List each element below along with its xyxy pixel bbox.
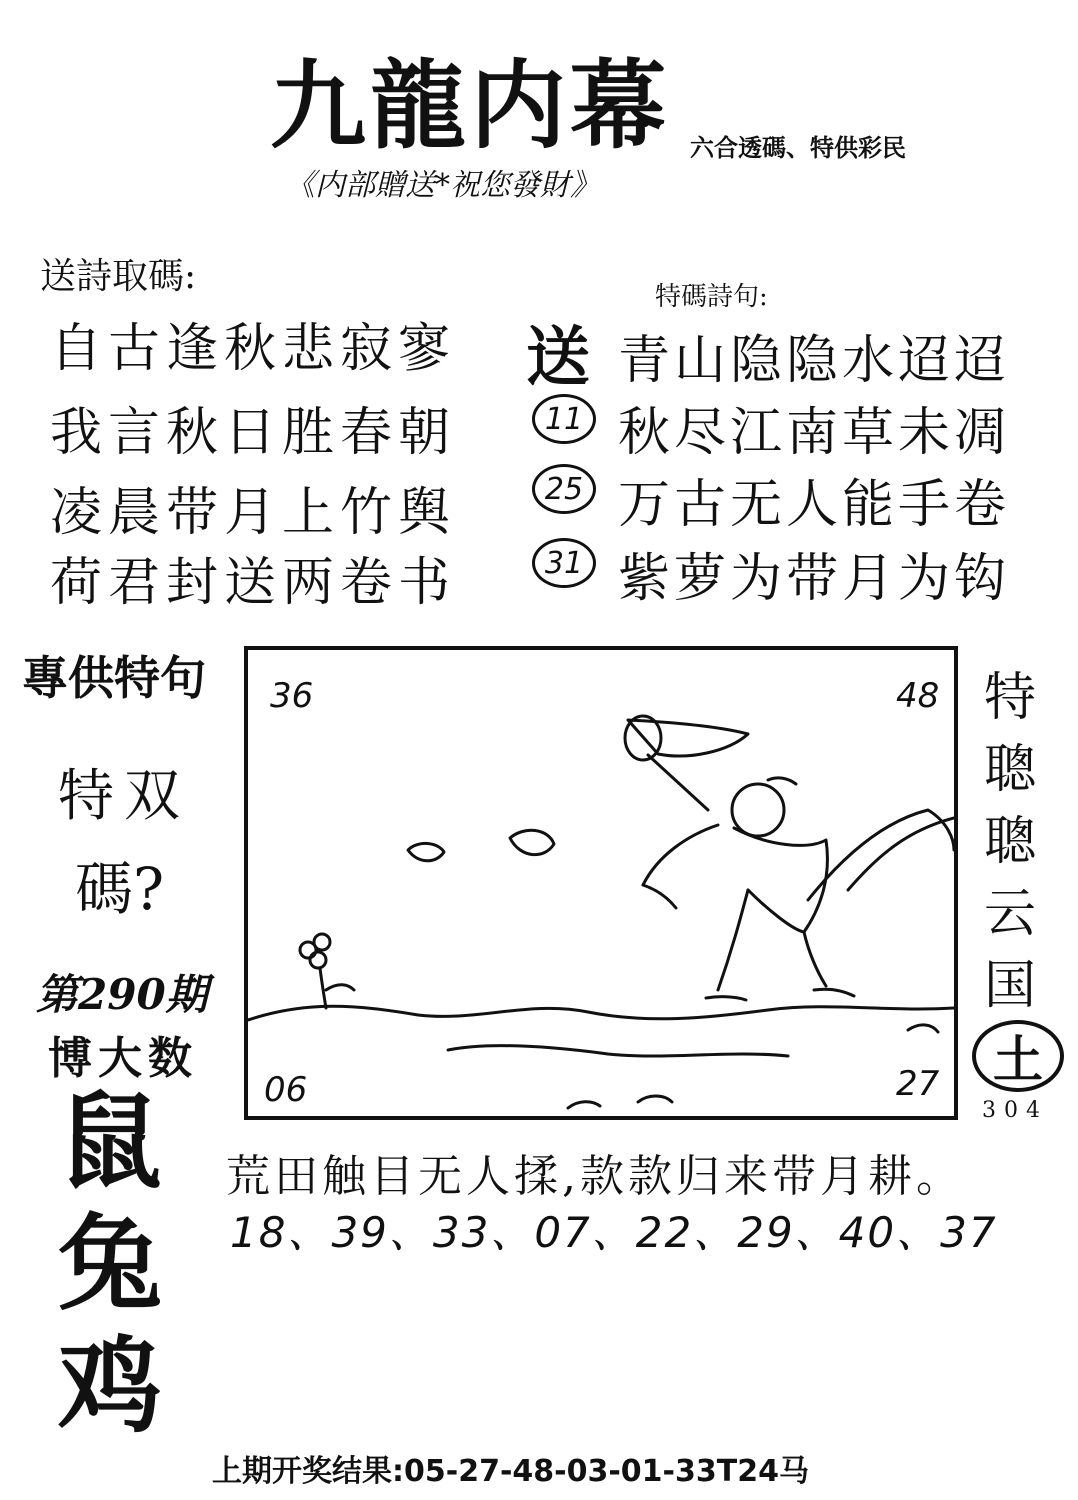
vertical-char: 聰	[983, 812, 1036, 872]
circled-number: 11	[532, 394, 596, 444]
gift-character: 送	[526, 320, 590, 395]
element-badge: 土	[972, 1020, 1064, 1092]
verse-line: 荒田触目无人揉,款款归来带月耕。	[226, 1151, 964, 1202]
tagline: 六合透碼、特供彩民	[690, 134, 906, 162]
circled-number: 25	[532, 464, 596, 514]
illustration-frame	[244, 646, 958, 1120]
poem-line: 我言秋日胜春朝	[50, 403, 457, 463]
issue-number: 第290期	[36, 970, 208, 1019]
number-list: 18、39、33、07、22、29、40、37	[230, 1208, 998, 1257]
zodiac-animal: 鼠	[58, 1080, 163, 1203]
hint-line: 万古无人能手卷	[618, 475, 1011, 535]
vertical-char: 特	[983, 668, 1036, 728]
special-line: 碼?	[75, 855, 165, 923]
poem-heading: 送詩取碼:	[40, 256, 197, 297]
hint-line: 紫萝为带月为钩	[618, 549, 1011, 609]
vertical-char: 聰	[983, 740, 1036, 800]
corner-number: 48	[896, 676, 940, 716]
hint-line: 秋尽江南草未凋	[618, 403, 1011, 463]
corner-number: 06	[264, 1070, 308, 1110]
vertical-char: 云	[983, 884, 1036, 944]
hint-line: 青山隐隐水迢迢	[618, 331, 1011, 391]
last-result: 上期开奖结果:05-27-48-03-01-33T24马	[212, 1454, 809, 1489]
circled-number: 31	[532, 538, 596, 588]
vertical-hint	[978, 662, 1042, 1022]
subtitle: 《内部贈送*祝您發財》	[285, 168, 600, 203]
code-number: 304	[982, 1098, 1048, 1123]
poem-line: 自古逢秋悲寂寥	[50, 319, 457, 379]
poem-line: 凌晨带月上竹舆	[50, 483, 457, 543]
hint-heading: 特碼詩句:	[655, 282, 768, 312]
special-heading: 專供特句	[22, 651, 206, 705]
poem-line: 荷君封送两卷书	[50, 553, 457, 613]
zodiac-animal: 兔	[58, 1202, 163, 1325]
special-line: 特双	[58, 764, 190, 829]
corner-number: 27	[896, 1064, 940, 1104]
vertical-char: 国	[983, 956, 1036, 1016]
bonus-label: 博大数	[48, 1033, 198, 1084]
zodiac-animal: 鸡	[58, 1324, 163, 1447]
page-title: 九龍内幕	[270, 49, 670, 162]
butterfly-catcher-illustration	[248, 650, 954, 1116]
corner-number: 36	[270, 676, 314, 716]
